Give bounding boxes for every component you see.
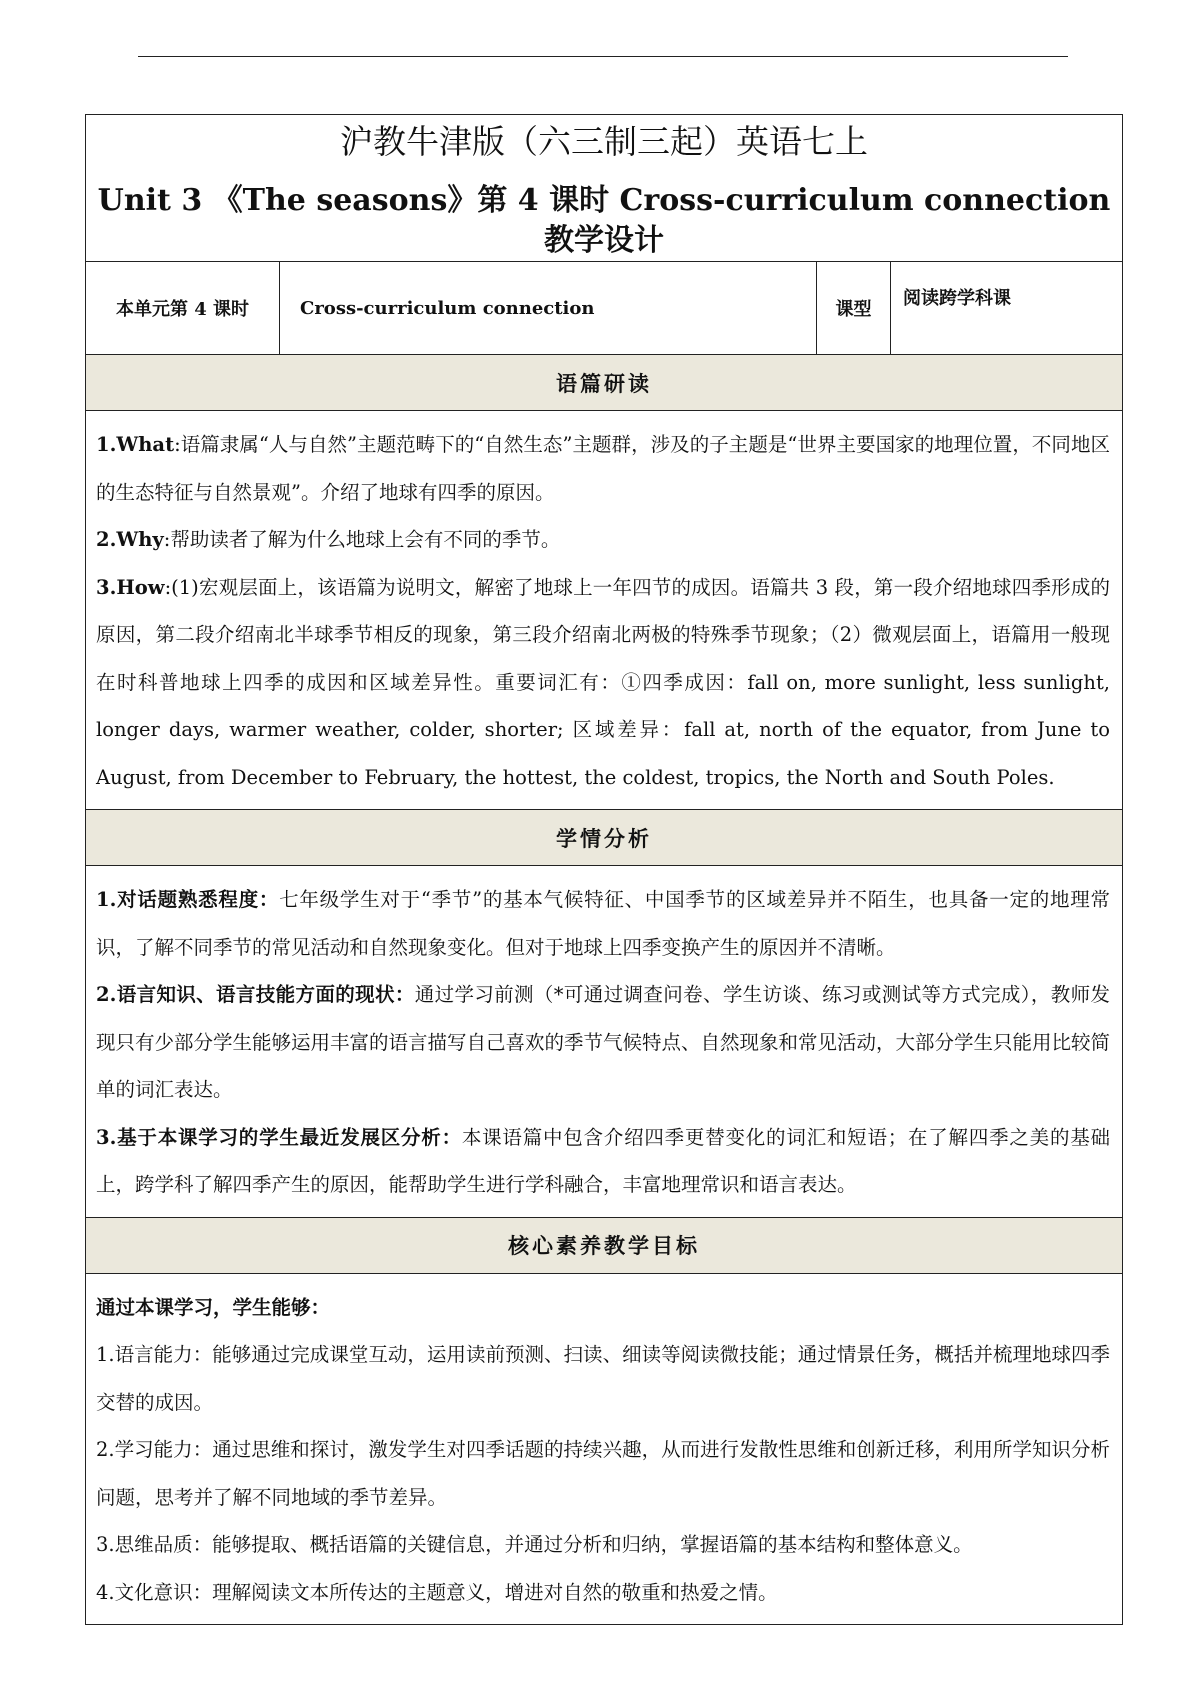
what-text: :语篇隶属“人与自然”主题范畴下的“自然生态”主题群，涉及的子主题是“世界主要国家的地理位置，不同地区的生态特征与自然景观”。介绍了地球有四季的原因。 <box>96 433 1111 504</box>
objectives-intro: 通过本课学习，学生能够： <box>96 1295 331 1319</box>
learner-language-status <box>96 971 1110 1114</box>
lesson-number-label: 本单元第 4 课时 <box>86 262 280 355</box>
header-rule <box>138 56 1068 57</box>
text-study-body <box>86 411 1123 810</box>
why-lead: 2.Why <box>96 528 164 551</box>
learner-familiarity <box>96 876 1110 971</box>
text-study-why <box>96 516 1110 564</box>
how-lead: 3.How <box>96 575 165 599</box>
title-cell <box>86 115 1123 262</box>
lesson-type-value: 阅读跨学科课 <box>891 262 1123 355</box>
learner-zpd <box>96 1114 1110 1209</box>
lesson-name: Cross-curriculum connection <box>280 262 817 355</box>
familiarity-text: 七年级学生对于“季节”的基本气候特征、中国季节的区域差异并不陌生，也具备一定的地理常识，了解不同季节的常见活动和自然现象变化。但对于地球上四季变换产生的原因并不清晰。 <box>96 888 1111 959</box>
objective-item: 3.思维品质：能够提取、概括语篇的关键信息，并通过分析和归纳，掌握语篇的基本结构和整体意义。 <box>96 1533 973 1556</box>
language-status-text: 通过学习前测（*可通过调查问卷、学生访谈、练习或测试等方式完成），教师发现只有少部分学生能够运用丰富的语言描写自己喜欢的季节气候特点、自然现象和常见活动，大部分学生只能用比较简单的词汇表达。 <box>96 983 1111 1101</box>
what-lead: 1.What <box>96 433 175 456</box>
section-heading-objectives: 核心素养教学目标 <box>86 1217 1123 1273</box>
document-subtitle: Unit 3 《The seasons》第 4 课时 Cross-curriculum connection 教学设计 <box>97 183 1111 258</box>
zpd-text: 本课语篇中包含介绍四季更替变化的词汇和短语；在了解四季之美的基础上，跨学科了解四季产生的原因，能帮助学生进行学科融合，丰富地理常识和语言表达。 <box>96 1125 1111 1196</box>
objective-item: 2.学习能力：通过思维和探讨，激发学生对四季话题的持续兴趣，从而进行发散性思维和创新迁移，利用所学知识分析问题，思考并了解不同地域的季节差异。 <box>96 1438 1111 1509</box>
text-study-what <box>96 421 1110 516</box>
how-text: :(1)宏观层面上，该语篇为说明文，解密了地球上一年四节的成因。语篇共 3 段，第一段介绍地球四季形成的原因，第二段介绍南北半球季节相反的现象，第三段介绍南北两极的特殊季节现象；（2）微观层面上，语篇用一般现在时科普地球上四季的成因和区域差异性。重要词汇有：①四季成因：fall on, more sunlight, less sunlight, longer days, warmer weather, colder, shorter; 区域差异：fall at, north of the equator, from June to August, from December to February, the hottest, the coldest, tropics, the North and South Poles. <box>96 575 1111 789</box>
learner-analysis-body <box>86 866 1123 1218</box>
objectives-body <box>86 1273 1123 1625</box>
language-status-lead: 2.语言知识、语言技能方面的现状： <box>96 983 415 1006</box>
zpd-lead: 3.基于本课学习的学生最近发展区分析： <box>96 1125 462 1149</box>
objective-item: 4.文化意识：理解阅读文本所传达的主题意义，增进对自然的敬重和热爱之情。 <box>96 1580 778 1604</box>
text-study-how <box>96 564 1110 802</box>
lesson-plan-table <box>85 114 1123 1625</box>
info-row <box>86 262 1123 355</box>
section-heading-text-study: 语篇研读 <box>86 355 1123 411</box>
objective-item: 1.语言能力：能够通过完成课堂互动，运用读前预测、扫读、细读等阅读微技能；通过情景任务，概括并梳理地球四季交替的成因。 <box>96 1343 1111 1414</box>
lesson-type-label: 课型 <box>817 262 891 355</box>
section-heading-learner-analysis: 学情分析 <box>86 810 1123 866</box>
document-title: 沪教牛津版（六三制三起）英语七上 <box>340 122 868 161</box>
why-text: :帮助读者了解为什么地球上会有不同的季节。 <box>163 528 561 551</box>
familiarity-lead: 1.对话题熟悉程度： <box>96 888 280 911</box>
